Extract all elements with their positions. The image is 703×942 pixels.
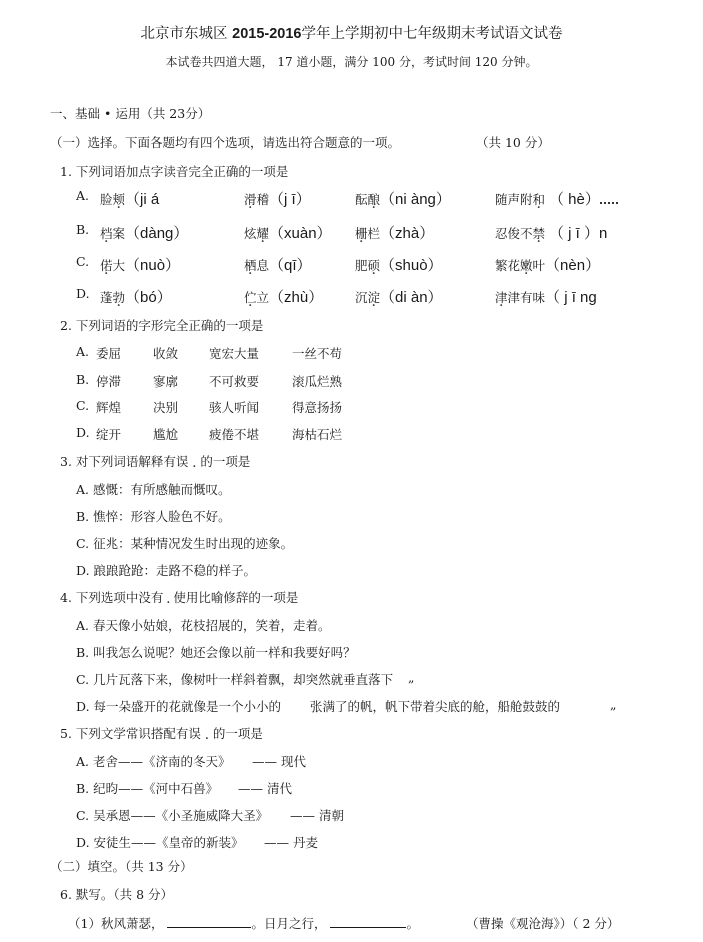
q2-d-word1: 绽开 — [96, 427, 122, 442]
exam-subtitle: 本试卷共四道大题， 17 道小题，满分 100 分，考试时间 120 分钟。 — [165, 55, 538, 69]
q1-option-b-letter: B. — [76, 222, 90, 237]
q1-d-item2: 伫立（zhù） — [244, 289, 324, 306]
q4-stem-post: 使用比喻修辞的一项是 — [173, 590, 299, 605]
q3-a-text: 感慨：有所感触而慨叹。 — [93, 482, 231, 497]
q2-c-word4: 得意扬扬 — [292, 400, 343, 415]
q1-a-item3: 酝酿（ni àng） — [355, 191, 451, 208]
q2-stem: 2. 下列词语的字形完全正确的一项是 — [60, 318, 264, 333]
q5-d-letter: D. — [76, 835, 90, 850]
q2-b-word2: 寥廓 — [153, 374, 179, 389]
q6-source: （曹操《观沧海》）（ 2 分） — [466, 916, 620, 931]
q4-option-b — [76, 643, 356, 661]
q5-stem-pre: 5. 下列文学常识搭配有误 — [60, 726, 201, 741]
q4-d-quote-mark: „ — [610, 697, 617, 712]
q1-a-item1: 脸颊（ji á — [100, 191, 160, 208]
q2-a-word3: 宽宏大量 — [209, 346, 260, 361]
q1-stem: 1. 下列词语加点字读音完全正确的一项是 — [60, 164, 289, 179]
q3-option-d — [76, 561, 256, 579]
q3-option-c — [76, 534, 293, 552]
q4-c-quote-mark: „ — [408, 670, 415, 685]
q2-option-d-letter: D. — [76, 425, 90, 440]
q6-line1-end: 。 — [406, 916, 419, 931]
part-1-label: （一）选择。下面各题均有四个选项，请选出符合题意的一项。 — [50, 135, 401, 150]
q4-c-letter: C. — [76, 672, 90, 687]
q3-option-a — [76, 480, 231, 498]
q5-a-tail: —— 现代 — [252, 754, 306, 769]
q1-c-item2: 栖息（qī） — [244, 257, 312, 274]
q5-b-letter: B. — [76, 781, 90, 796]
q1-c-item3: 肥硕（shuò） — [355, 257, 443, 274]
q6-line1-pre: （1）秋风萧瑟， — [68, 916, 164, 931]
q2-d-word4: 海枯石烂 — [292, 427, 343, 442]
q5-option-b — [76, 779, 218, 797]
q3-b-text: 憔悴：形容人脸色不好。 — [93, 509, 231, 524]
q3-d-text: 踉踉跄跄：走路不稳的样子。 — [93, 563, 257, 578]
q4-c-text: 几片瓦落下来，像树叶一样斜着飘，却突然就垂直落下 — [93, 672, 394, 687]
q2-d-word3: 疲倦不堪 — [209, 427, 260, 442]
q1-a-item2: 滑稽（j ī） — [244, 191, 311, 208]
q6-line-1 — [68, 914, 419, 932]
q5-c-text: 吴承恩——《小圣施威降大圣》 — [93, 808, 269, 823]
q4-option-d — [76, 697, 281, 715]
q5-c-tail: —— 清朝 — [290, 808, 344, 823]
q5-option-a — [76, 752, 231, 770]
q2-c-word2: 决别 — [153, 400, 179, 415]
q3-stem-pre: 3. 对下列词语解释有误 — [60, 454, 189, 469]
q5-d-text: 安徒生——《皇帝的新装》 — [93, 835, 244, 850]
q6-blank-2[interactable] — [330, 914, 406, 928]
q5-b-text: 纪昀——《河中石兽》 — [93, 781, 219, 796]
q2-c-word1: 辉煌 — [96, 400, 122, 415]
q3-c-letter: C. — [76, 536, 90, 551]
q4-option-c — [76, 670, 393, 688]
q4-d-text: 每一朵盛开的花就像是一个小小的 — [93, 699, 282, 714]
section-1-heading: 一、基础 • 运用（共 23分） — [50, 106, 211, 121]
q6-line1-mid: 。日月之行， — [251, 916, 327, 931]
q3-d-letter: D. — [76, 563, 90, 578]
q1-b-item4: 忍俊不禁 （ j ī ）n — [495, 225, 608, 242]
q1-b-item1: 档案（dàng） — [100, 225, 189, 242]
q5-stem — [60, 724, 263, 742]
q3-c-text: 征兆：某种情况发生时出现的迹象。 — [93, 536, 294, 551]
q5-option-d — [76, 833, 244, 851]
q1-a-item4: 随声附和 （ hè） — [495, 188, 618, 209]
q1-c-item4: 繁花嫩叶（nèn） — [495, 257, 601, 274]
q2-b-word4: 滚瓜烂熟 — [292, 374, 343, 389]
q2-a-word4: 一丝不苟 — [292, 346, 343, 361]
q1-c-item1: 偌大（nuò） — [100, 257, 181, 274]
q6-blank-1[interactable] — [167, 914, 251, 928]
q1-b-item2: 炫耀（xuàn） — [244, 225, 332, 242]
q5-d-tail: —— 丹麦 — [264, 835, 318, 850]
q1-b-item3: 栅栏（zhà） — [355, 225, 435, 242]
q2-option-b-letter: B. — [76, 372, 90, 387]
q2-a-word1: 委屈 — [96, 346, 122, 361]
q2-b-word1: 停滞 — [96, 374, 122, 389]
q4-option-a — [76, 616, 331, 634]
part-2-label: （二）填空。（共 13 分） — [50, 859, 193, 874]
exam-title — [0, 22, 703, 43]
q4-d-text-cont: 张满了的帆，帆下带着尖底的舱，船舱鼓鼓的 — [310, 699, 561, 714]
title-region: 北京市东城区 — [140, 26, 228, 42]
q3-a-letter: A. — [76, 482, 90, 497]
q5-a-letter: A. — [76, 754, 90, 769]
q4-a-letter: A. — [76, 618, 90, 633]
q1-d-item3: 沉淀（di àn） — [355, 289, 443, 306]
q1-d-item4: 津津有味（ j ī ng — [495, 289, 597, 306]
q2-c-word3: 骇人听闻 — [209, 400, 260, 415]
q3-b-letter: B. — [76, 509, 90, 524]
q1-d-item1: 蓬勃（bó） — [100, 289, 172, 306]
q1-option-a-letter: A. — [76, 188, 90, 203]
title-year: 2015-2016 — [232, 26, 302, 42]
title-text: 学年上学期初中七年级期末考试语文试卷 — [301, 26, 563, 42]
q3-option-b — [76, 507, 231, 525]
q3-stem — [60, 452, 250, 470]
q2-option-c-letter: C. — [76, 398, 90, 413]
q2-option-a-letter: A. — [76, 344, 90, 359]
q1-option-d-letter: D. — [76, 286, 90, 301]
q6-stem: 6. 默写。（共 8 分） — [60, 887, 174, 902]
q4-stem — [60, 588, 298, 606]
q5-c-letter: C. — [76, 808, 90, 823]
q4-a-text: 春天像小姑娘，花枝招展的，笑着，走着。 — [93, 618, 331, 633]
part-1-score: （共 10 分） — [476, 135, 550, 150]
q2-d-word2: 尴尬 — [153, 427, 179, 442]
q4-stem-pre: 4. 下列选项中没有 — [60, 590, 164, 605]
q2-b-word3: 不可救要 — [209, 374, 260, 389]
q5-b-tail: —— 清代 — [238, 781, 292, 796]
q5-a-text: 老舍——《济南的冬天》 — [93, 754, 231, 769]
q5-stem-post: 的一项是 — [212, 726, 263, 741]
q4-b-letter: B. — [76, 645, 90, 660]
q4-d-letter: D. — [76, 699, 90, 714]
q2-a-word2: 收敛 — [153, 346, 179, 361]
q3-stem-post: 的一项是 — [200, 454, 251, 469]
q4-b-text: 叫我怎么说呢？她还会像以前一样和我要好吗？ — [93, 645, 356, 660]
q5-option-c — [76, 806, 268, 824]
q1-option-c-letter: C. — [76, 254, 90, 269]
